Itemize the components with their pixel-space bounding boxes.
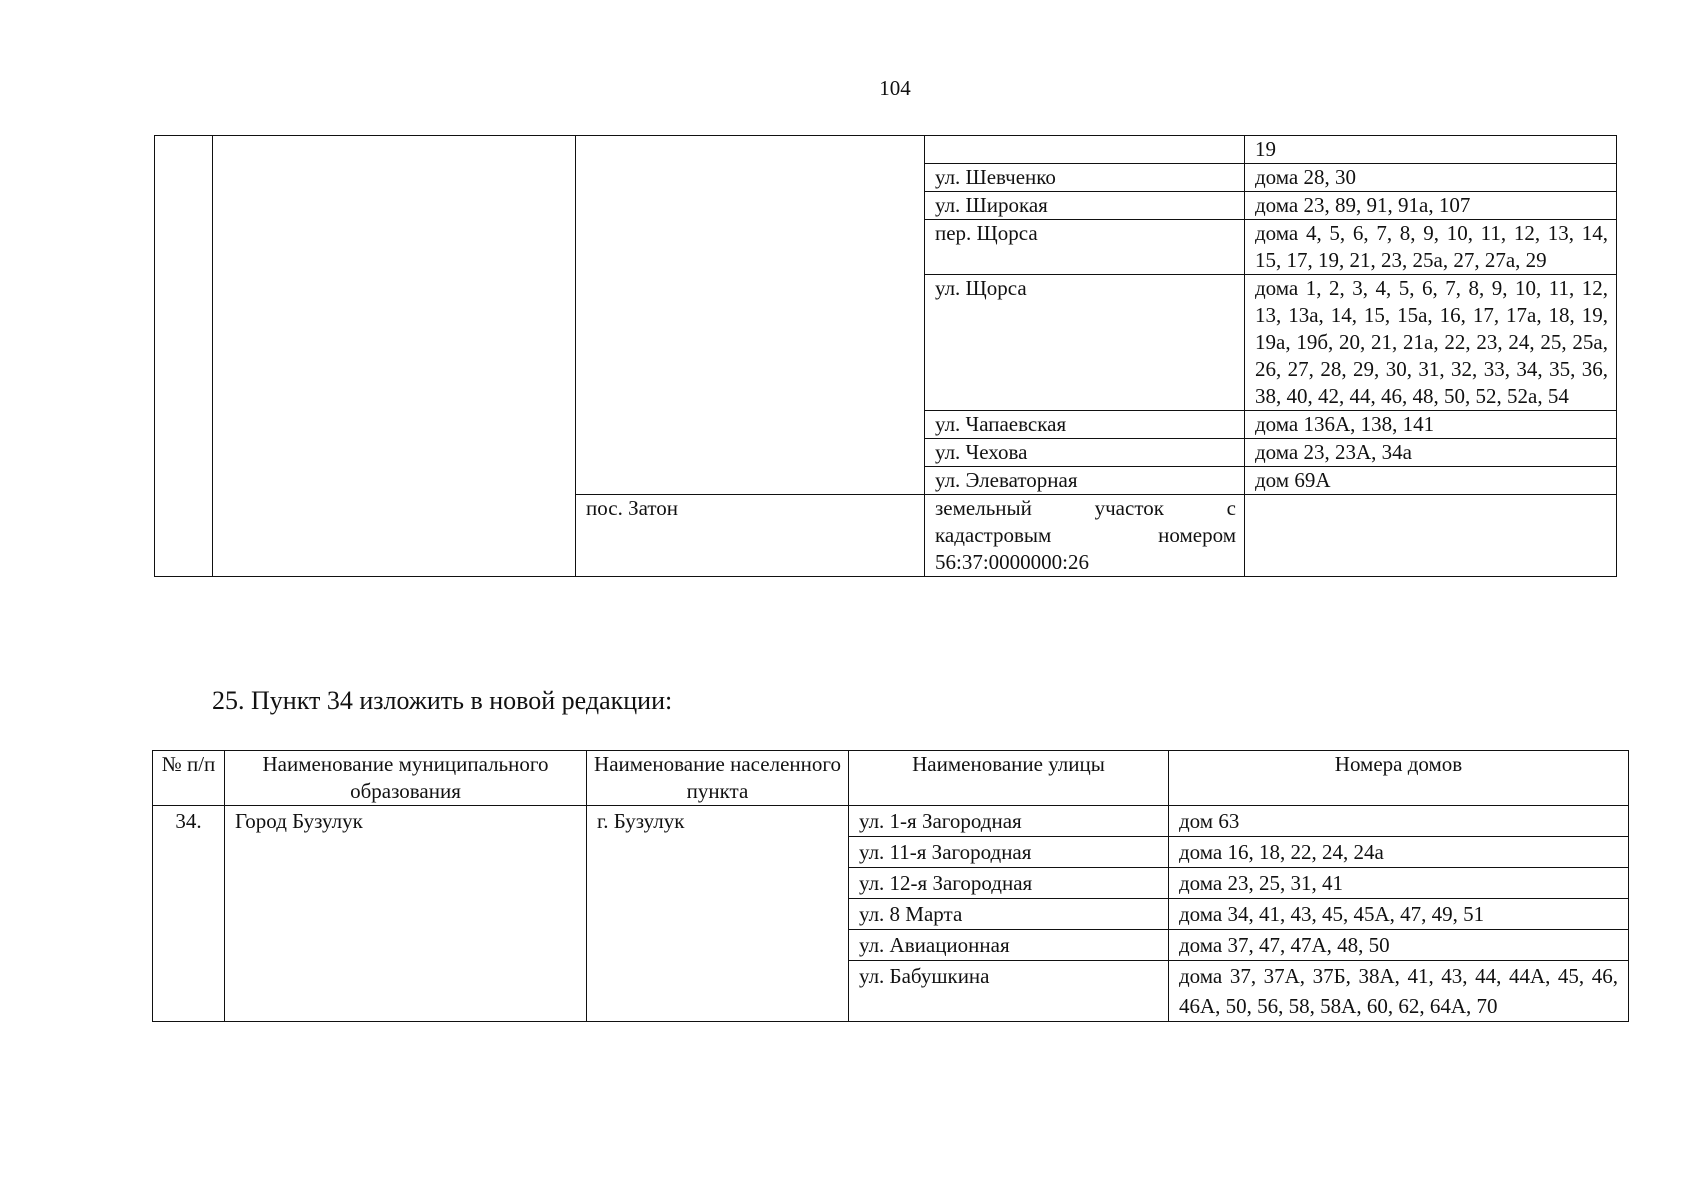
street-cell: ул. 8 Марта xyxy=(849,899,1169,930)
municipality-cell: Город Бузулук xyxy=(225,806,587,1022)
table-row xyxy=(153,806,1629,837)
settlement-header: Наименование населенного пункта xyxy=(587,751,849,806)
street-cell: ул. Бабушкина xyxy=(849,961,1169,1022)
street-cell xyxy=(925,136,1245,164)
street-cell: ул. Элеваторная xyxy=(925,467,1245,495)
houses-cell: дома 23, 89, 91, 91а, 107 xyxy=(1245,192,1617,220)
houses-cell: 19 xyxy=(1245,136,1617,164)
continued-table xyxy=(154,135,1617,577)
street-cell: ул. Чехова xyxy=(925,439,1245,467)
settlement-cell: пос. Затон xyxy=(576,495,925,577)
municipality-cell xyxy=(213,136,576,577)
section-heading: 25. Пункт 34 изложить в новой редакции: xyxy=(212,686,673,715)
street-cell: земельный участок с кадастровым номером 56:37:0000000:26 xyxy=(925,495,1245,577)
houses-cell: дома 23, 23А, 34а xyxy=(1245,439,1617,467)
houses-cell: дома 4, 5, 6, 7, 8, 9, 10, 11, 12, 13, 14, 15, 17, 19, 21, 23, 25а, 27, 27а, 29 xyxy=(1245,220,1617,275)
houses-cell: дом 69А xyxy=(1245,467,1617,495)
houses-cell: дом 63 xyxy=(1169,806,1629,837)
settlement-cell xyxy=(576,136,925,495)
houses-cell: дома 16, 18, 22, 24, 24а xyxy=(1169,837,1629,868)
num-header: № п/п xyxy=(153,751,225,806)
new-table xyxy=(152,750,1629,1022)
street-cell: ул. Щорса xyxy=(925,275,1245,411)
table-row xyxy=(155,136,1617,164)
street-cell: ул. 11-я Загородная xyxy=(849,837,1169,868)
houses-cell: дома 1, 2, 3, 4, 5, 6, 7, 8, 9, 10, 11, 12, 13, 13а, 14, 15, 15а, 16, 17, 17а, 18, 19, 19а, 19б, 20, 21, 21а, 22, 23, 24, 25, 25а, 26, 27, 28, 29, 30, 31, 32, 33, 34, 35, 36, 38, 40, 42, 44, 46, 48, 50, 52, 52а, 54 xyxy=(1245,275,1617,411)
houses-cell: дома 28, 30 xyxy=(1245,164,1617,192)
header-row xyxy=(153,751,1629,806)
street-cell: ул. 1-я Загородная xyxy=(849,806,1169,837)
num-cell: 34. xyxy=(153,806,225,1022)
municipality-header: Наименование муниципального образования xyxy=(225,751,587,806)
houses-cell: дома 37, 37А, 37Б, 38А, 41, 43, 44, 44А, 45, 46, 46А, 50, 56, 58, 58А, 60, 62, 64А, 70 xyxy=(1169,961,1629,1022)
num-cell xyxy=(155,136,213,577)
street-header: Наименование улицы xyxy=(849,751,1169,806)
houses-cell: дома 37, 47, 47А, 48, 50 xyxy=(1169,930,1629,961)
houses-cell xyxy=(1245,495,1617,577)
houses-header: Номера домов xyxy=(1169,751,1629,806)
page-number: 104 xyxy=(879,76,911,100)
street-cell: ул. Чапаевская xyxy=(925,411,1245,439)
street-cell: пер. Щорса xyxy=(925,220,1245,275)
houses-cell: дома 136А, 138, 141 xyxy=(1245,411,1617,439)
settlement-cell: г. Бузулук xyxy=(587,806,849,1022)
street-cell: ул. Авиационная xyxy=(849,930,1169,961)
street-cell: ул. 12-я Загородная xyxy=(849,868,1169,899)
houses-cell: дома 34, 41, 43, 45, 45А, 47, 49, 51 xyxy=(1169,899,1629,930)
street-cell: ул. Шевченко xyxy=(925,164,1245,192)
street-cell: ул. Широкая xyxy=(925,192,1245,220)
houses-cell: дома 23, 25, 31, 41 xyxy=(1169,868,1629,899)
